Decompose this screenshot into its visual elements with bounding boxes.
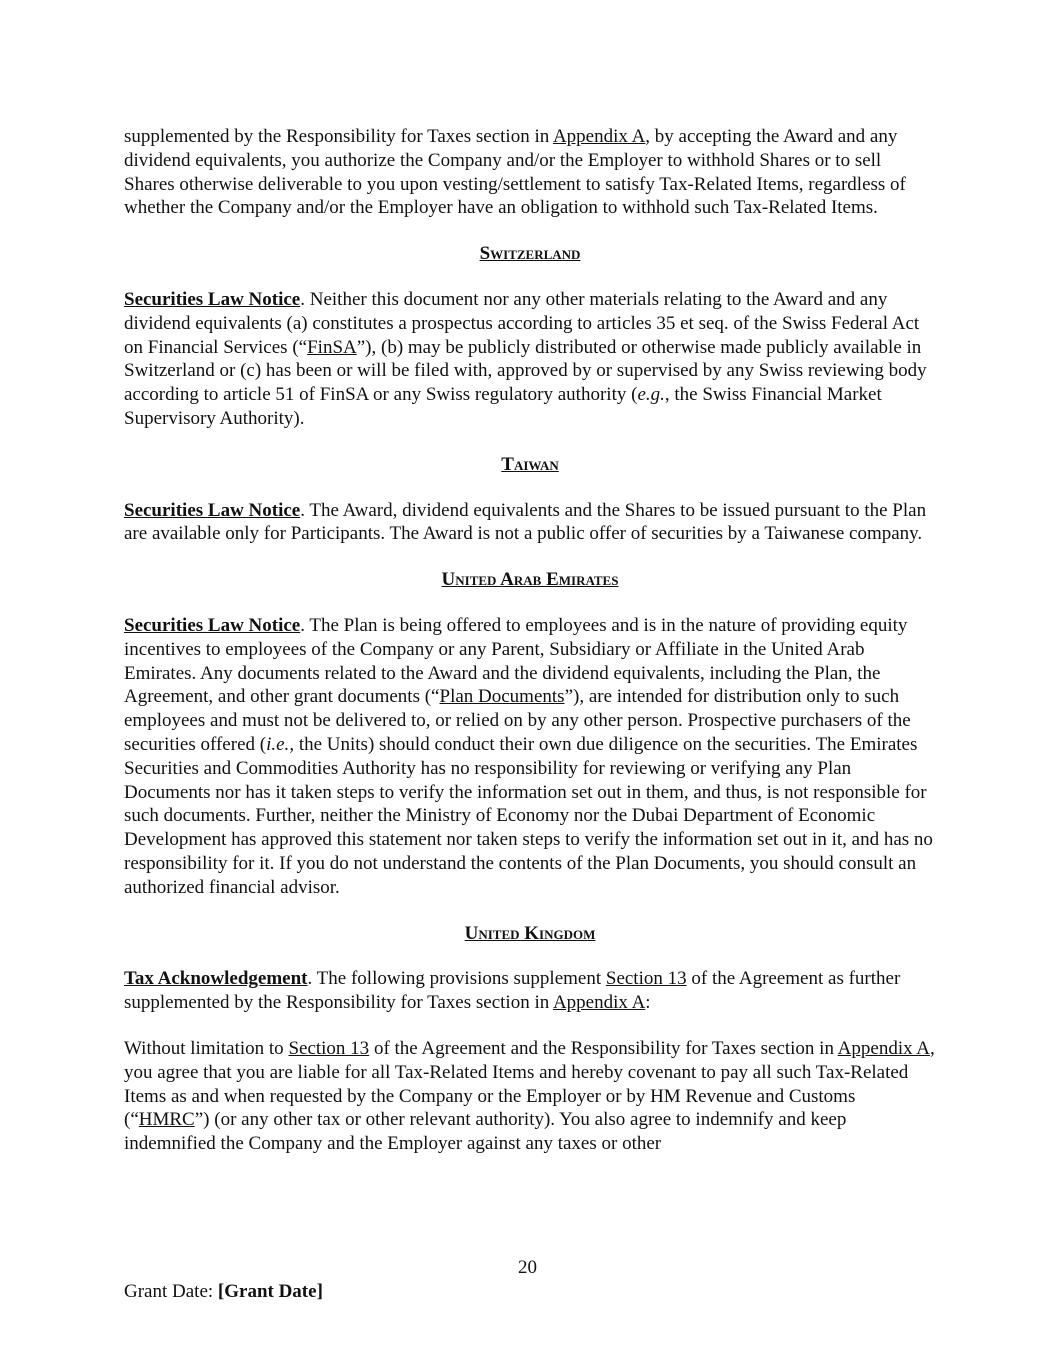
heading-taiwan: Taiwan: [501, 453, 559, 475]
heading-uae: United Arab Emirates: [441, 569, 619, 591]
term-finsa: FinSA: [307, 336, 357, 358]
text: , the Swiss Financial Market Supervisory Authority).: [124, 384, 882, 429]
document-body: [124, 125, 936, 1178]
lead-securities-law-notice: Securities Law Notice: [124, 614, 301, 636]
term-plan-documents: Plan Documents: [439, 686, 565, 708]
lead-tax-acknowledgement: Tax Acknowledgement: [124, 968, 308, 990]
paragraph-continued: [124, 125, 936, 220]
text: . The Plan is being offered to employees and is in the nature of providing equity incentives to employees of the Company or any Parent, Subsidiary or Affiliate in the United Arab Emirates. Any documents related to the Award and the dividend equivalents, including the Plan, the Agreement, and other grant documents (“: [124, 614, 908, 708]
paragraph-switzerland: [124, 288, 936, 431]
text-italic: e.g.: [637, 384, 665, 406]
paragraph-uk-liability: [124, 1037, 936, 1156]
text: supplemented by the Responsibility for Taxes section in: [124, 126, 553, 147]
text: . The following provisions supplement: [307, 968, 606, 990]
text: ”) (or any other tax or other relevant authority). You also agree to indemnify and keep indemnified the Company and the Employer against any taxes or other: [124, 1109, 847, 1155]
ref-section-13: Section 13: [288, 1037, 370, 1059]
heading-switzerland: Switzerland: [479, 243, 581, 265]
text: . Neither this document nor any other materials relating to the Award and any dividend equivalents (a) constitutes a prospectus according to articles 35 et seq. of the Swiss Federal Act on Financial Services (“: [124, 288, 920, 358]
paragraph-taiwan: [124, 499, 936, 547]
ref-section-13: Section 13: [605, 968, 687, 990]
paragraph-uae: [124, 614, 936, 900]
lead-securities-law-notice: Securities Law Notice: [124, 288, 301, 310]
text: ”), (b) may be publicly distributed or otherwise made publicly available in Switzerland or (c) has been or will be filed with, approved by or supervised by any Swiss reviewing body according to article 51 of FinSA or any Swiss regulatory authority (: [124, 336, 927, 406]
heading-uk: United Kingdom: [464, 922, 596, 944]
text: Without limitation to: [124, 1037, 289, 1059]
grant-date-label: Grant Date:: [124, 1281, 218, 1302]
ref-appendix-a: Appendix A: [552, 126, 646, 147]
text: . The Award, dividend equivalents and the Shares to be issued pursuant to the Plan are available only for Participants. The Award is not a public offer of securities by a Taiwanese company.: [124, 499, 927, 545]
text: , you agree that you are liable for all Tax-Related Items and hereby covenant to pay all such Tax-Related Items as and when requested by the Company or the Employer or by HM Revenue and Customs (“: [124, 1037, 935, 1131]
ref-appendix-a: Appendix A: [552, 992, 646, 1014]
page-number: 20: [518, 1257, 537, 1278]
text: of the Agreement as further supplemented by the Responsibility for Taxes section in: [124, 968, 901, 1014]
term-hmrc: HMRC: [138, 1109, 195, 1131]
text: :: [645, 992, 651, 1014]
lead-securities-law-notice: Securities Law Notice: [124, 499, 301, 521]
text: , by accepting the Award and any dividend equivalents, you authorize the Company and/or the Employer to withhold Shares or to sell Shares otherwise deliverable to you upon vesting/settlement to satisfy Tax-Related Items, regardless of whether the Company and/or the Employer have an obligation to withhold such Tax-Related Items.: [124, 126, 906, 219]
text-italic: i.e.: [266, 733, 290, 755]
ref-appendix-a: Appendix A: [837, 1037, 931, 1059]
grant-date-value: [Grant Date]: [217, 1281, 323, 1302]
text: , the Units) should conduct their own due diligence on the securities. The Emirates Securities and Commodities Authority has no responsibility for reviewing or verifying any Plan Documents nor has it taken steps to verify the information set out in them, and thus, is not responsible for such documents. Further, neither the Ministry of Economy nor the Dubai Department of Economic Development has approved this statement nor taken steps to verify the information set out in it, and has no responsibility for it. If you do not understand the contents of the Plan Documents, you should consult an authorized financial advisor.: [124, 733, 933, 898]
grant-date-footer: [124, 1280, 323, 1304]
text: ”), are intended for distribution only to such employees and must not be delivered to, or relied on by any other person. Prospective purchasers of the securities offered (: [124, 686, 911, 755]
paragraph-uk-tax: [124, 967, 936, 1015]
text: of the Agreement and the Responsibility for Taxes section in: [369, 1037, 838, 1059]
